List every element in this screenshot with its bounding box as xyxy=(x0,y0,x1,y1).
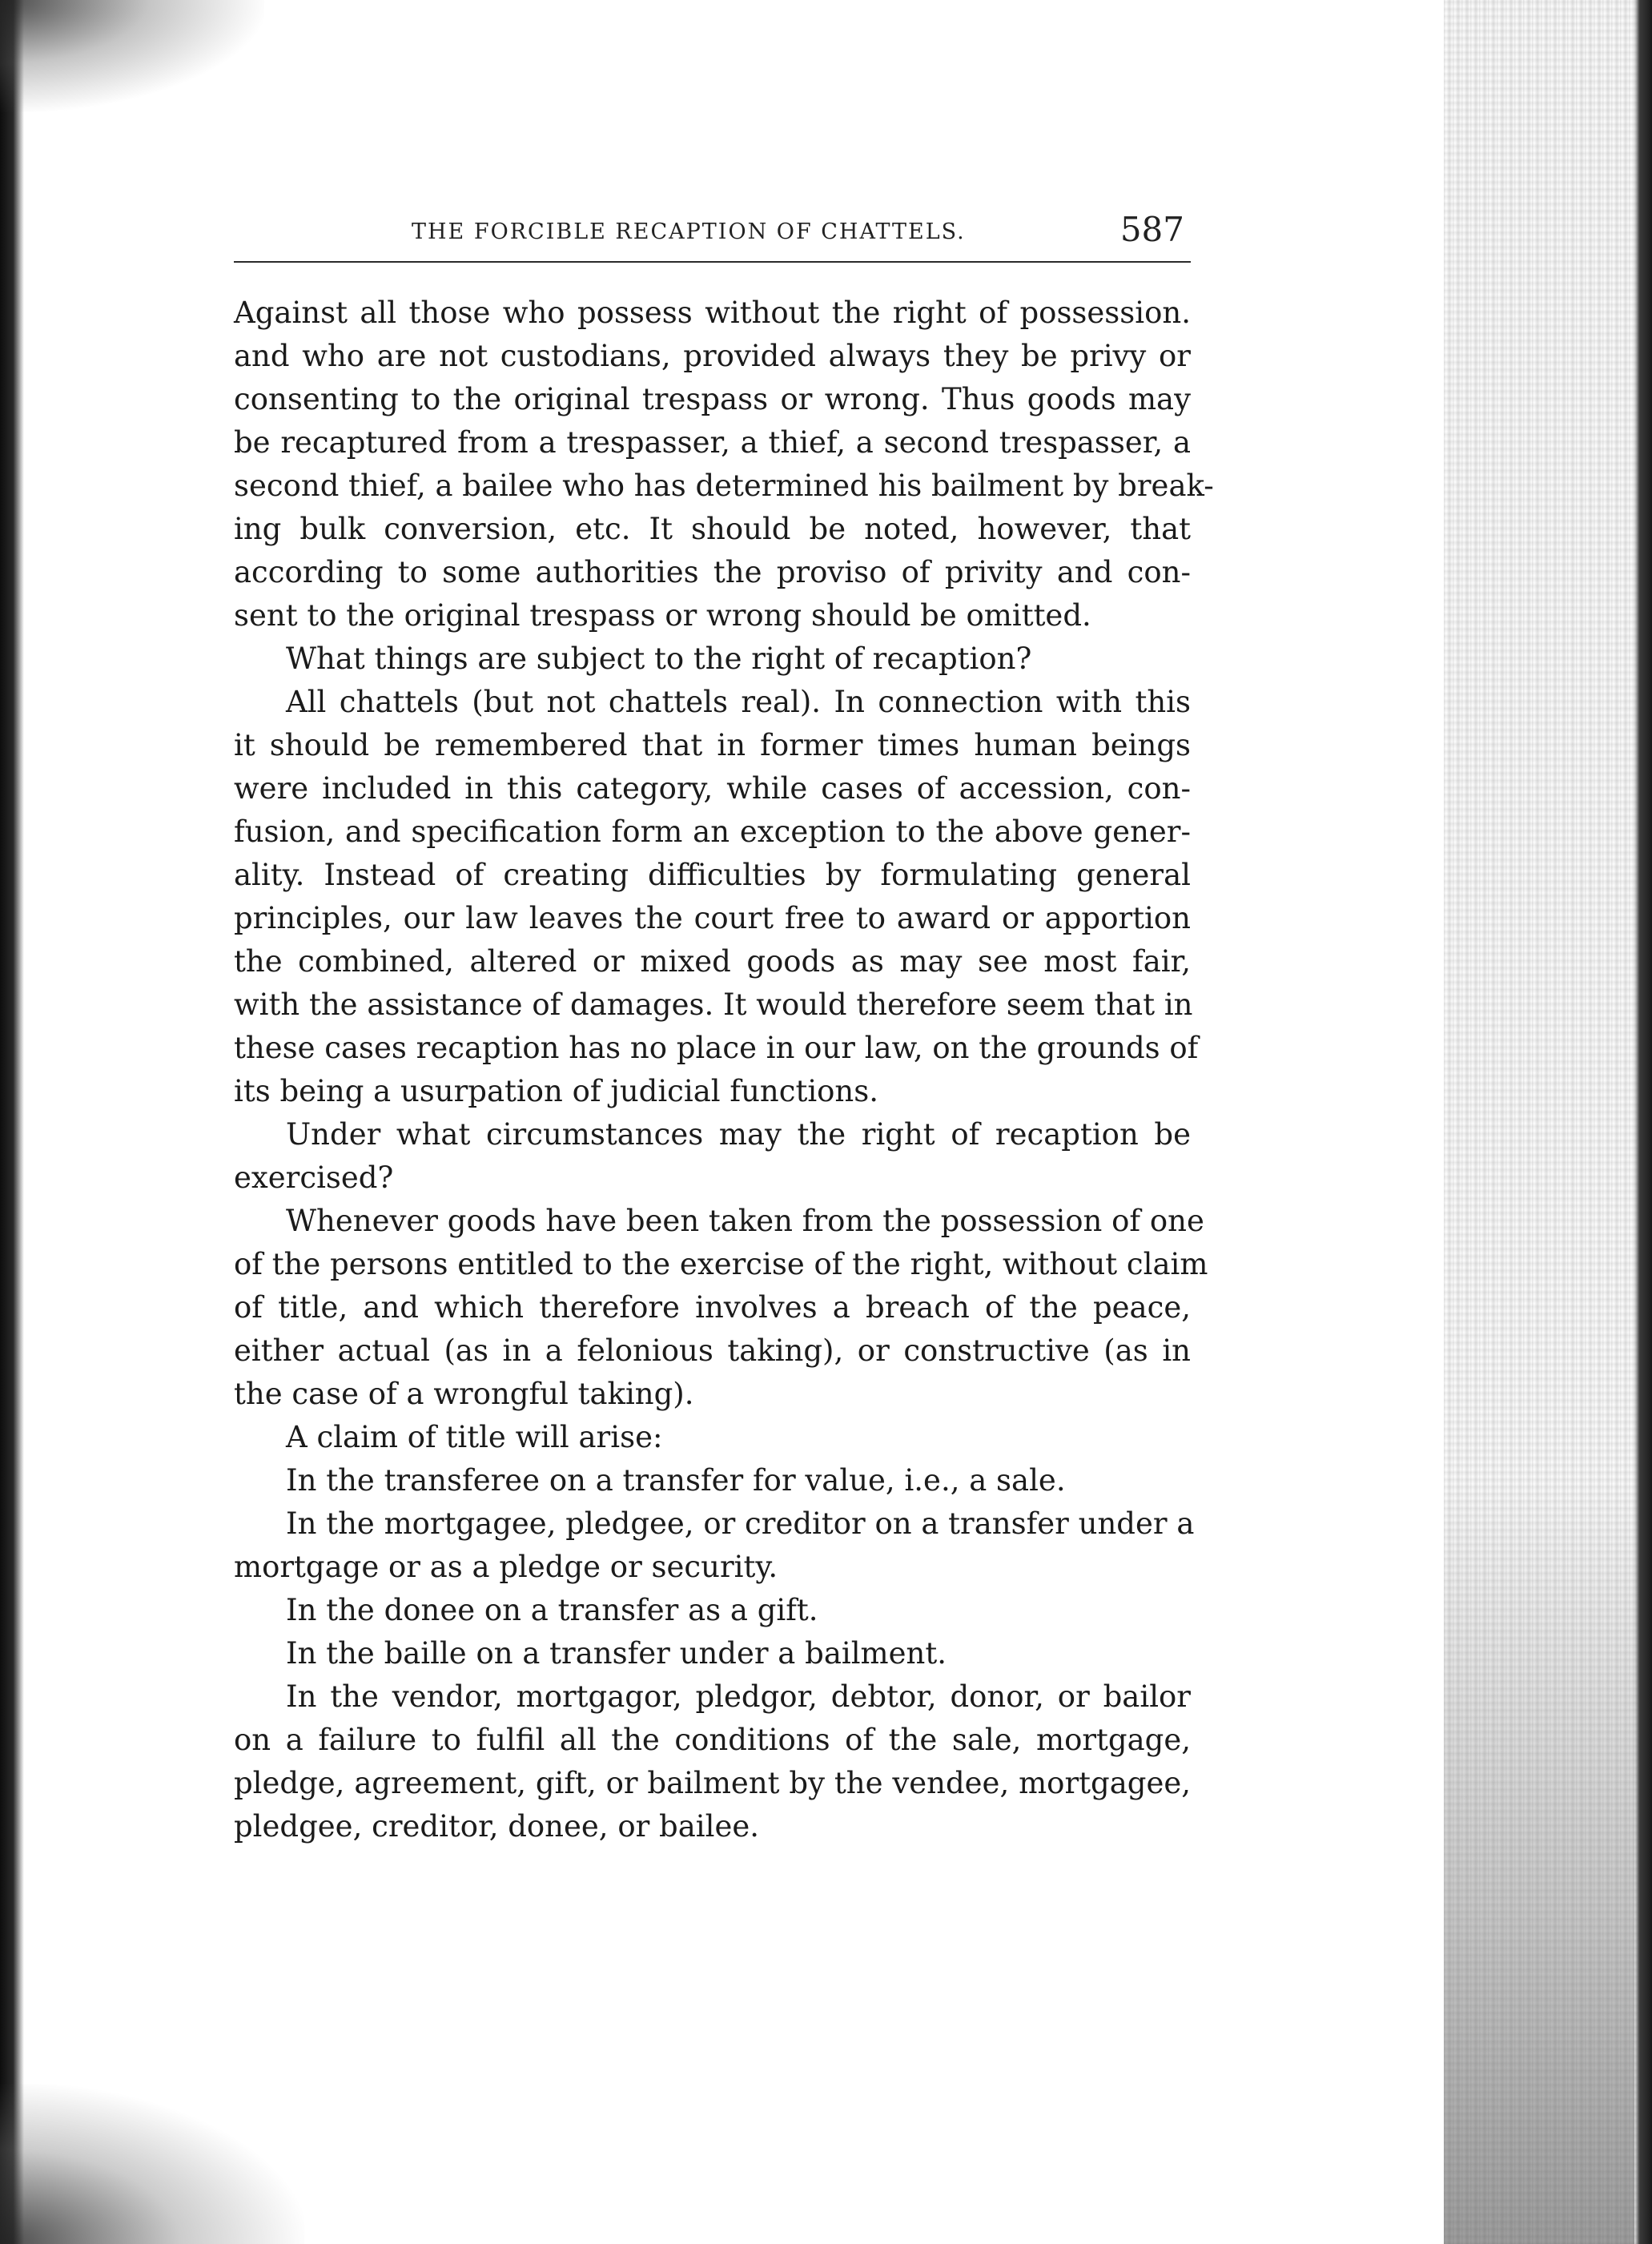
list-item: In the mortgagee, pledgee, or creditor on a transfer under a xyxy=(286,1506,1195,1541)
text-line: sent to the original trespass or wrong should be omitted. xyxy=(234,598,1091,633)
scan-corner-smudge-top xyxy=(0,0,264,112)
text-line: Whenever goods have been taken from the possession of one xyxy=(286,1204,1204,1238)
running-title: THE FORCIBLE RECAPTION OF CHATTELS. xyxy=(412,219,966,244)
list-item-continuation: on a failure to fulfil all the conditions of the sale, mortgage, xyxy=(234,1723,1191,1757)
scan-corner-smudge-bottom xyxy=(0,2084,304,2244)
list-item-continuation: mortgage or as a pledge or security. xyxy=(234,1550,778,1584)
text-line: consenting to the original trespass or wrong. Thus goods may xyxy=(234,382,1191,416)
text-line: its being a usurpation of judicial functions. xyxy=(234,1074,879,1108)
text-line: be recaptured from a trespasser, a thief, a second trespasser, a xyxy=(234,425,1191,460)
question-heading: Under what circumstances may the right of recaption be xyxy=(286,1117,1191,1152)
text-line: ality. Instead of creating difficulties by formulating general xyxy=(234,858,1191,892)
question-heading: exercised? xyxy=(234,1160,394,1195)
text-line: it should be remembered that in former times human beings xyxy=(234,728,1191,762)
list-item: In the baille on a transfer under a bailment. xyxy=(286,1636,947,1671)
text-line: All chattels (but not chattels real). In connection with this xyxy=(286,685,1191,719)
text-line: ing bulk conversion, etc. It should be noted, however, that xyxy=(234,512,1191,546)
text-line: second thief, a bailee who has determined his bailment by break- xyxy=(234,469,1214,503)
text-line: were included in this category, while cases of accession, con- xyxy=(234,771,1191,806)
text-line: fusion, and specification form an exception to the above gener- xyxy=(234,814,1191,849)
scan-left-binding-edge xyxy=(0,0,24,2244)
text-line: of title, and which therefore involves a breach of the peace, xyxy=(234,1290,1191,1325)
list-item-continuation: pledge, agreement, gift, or bailment by the vendee, mortgagee, xyxy=(234,1766,1191,1800)
book-page xyxy=(234,210,1214,1848)
text-line: Against all those who possess without the right of possession. xyxy=(234,296,1191,330)
text-line: these cases recaption has no place in our law, on the grounds of xyxy=(234,1031,1199,1065)
text-line: and who are not custodians, provided always they be privy or xyxy=(234,339,1191,373)
scan-right-shadow xyxy=(1444,1482,1634,2244)
text-line: principles, our law leaves the court free to award or apportion xyxy=(234,901,1191,935)
text-line: with the assistance of damages. It would therefore seem that in xyxy=(234,987,1193,1022)
text-line: either actual (as in a felonious taking), or constructive (as in xyxy=(234,1333,1191,1368)
running-header xyxy=(234,210,1191,263)
scan-right-binding-edge xyxy=(1634,0,1652,2244)
question-heading: What things are subject to the right of recaption? xyxy=(286,641,1032,676)
list-item-continuation: pledgee, creditor, donee, or bailee. xyxy=(234,1809,760,1844)
list-item: In the transferee on a transfer for value, i.e., a sale. xyxy=(286,1463,1066,1498)
list-item: In the vendor, mortgagor, pledgor, debtor, donor, or bailor xyxy=(286,1679,1191,1714)
body-text xyxy=(234,292,1214,1848)
list-item: In the donee on a transfer as a gift. xyxy=(286,1593,818,1627)
text-line: the combined, altered or mixed goods as may see most fair, xyxy=(234,944,1191,979)
text-line: the case of a wrongful taking). xyxy=(234,1377,694,1411)
text-line: according to some authorities the proviso of privity and con- xyxy=(234,555,1191,589)
text-line: A claim of title will arise: xyxy=(286,1420,663,1454)
text-line: of the persons entitled to the exercise of the right, without claim xyxy=(234,1247,1208,1281)
page-number: 587 xyxy=(1119,210,1184,249)
